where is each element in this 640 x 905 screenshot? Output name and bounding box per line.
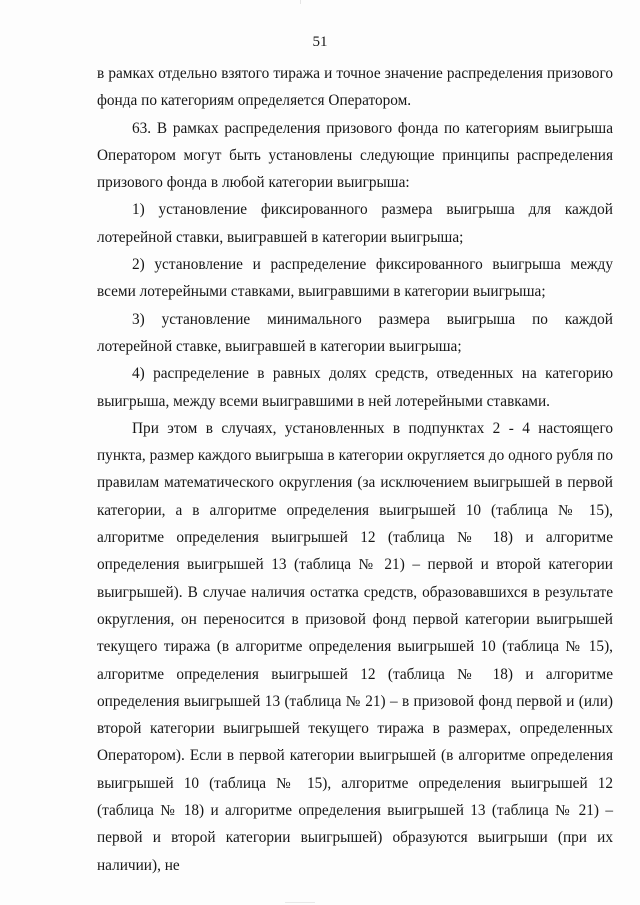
paragraph-item-63: 63. В рамках распределения призового фонда по категориям выигрыша Оператором могут быть установлены следующие принципы распределения призового фонда в любой категории выигрыша:	[97, 119, 613, 192]
scan-bottom-mark	[285, 902, 315, 903]
scan-edge-mark	[300, 0, 301, 4]
page-number: 51	[312, 34, 328, 50]
subitem-1: 1) установление фиксированного размера выигрыша для каждой лотерейной ставки, выигравшей в категории выигрыша;	[97, 201, 613, 246]
subitem-4: 4) распределение в равных долях средств, отведенных на категорию выигрыша, между всеми выигравшими в ней лотерейными ставками.	[97, 365, 613, 410]
paragraph-continuation: в рамках отдельно взятого тиража и точное значение распределения призового фонда по категориям определяется Оператором.	[97, 65, 613, 110]
document-body	[97, 60, 613, 879]
subitem-2: 2) установление и распределение фиксированного выигрыша между всеми лотерейными ставками, выигравшими в категории выигрыша;	[97, 256, 613, 301]
paragraph-rounding-rules: При этом в случаях, установленных в подпунктах 2 - 4 настоящего пункта, размер каждого выигрыша в категории округляется до одного рубля по правилам математического округления (за исключением выигрышей в первой категории, а в алгоритме определения выигрышей 10 (таблица № 15), алгоритме определения выигрышей 12 (таблица № 18) и алгоритме определения выигрышей 13 (таблица № 21) – первой и второй категории выигрышей). В случае наличия остатка средств, образовавшихся в результате округления, он переносится в призовой фонд первой категории выигрышей текущего тиража (в алгоритме определения выигрышей 10 (таблица № 15), алгоритме определения выигрышей 12 (таблица № 18) и алгоритме определения выигрышей 13 (таблица № 21) – в призовой фонд первой и (или) второй категории выигрышей текущего тиража в размерах, определенных Оператором). Если в первой категории выигрышей (в алгоритме определения выигрышей 10 (таблица № 15), алгоритме определения выигрышей 12 (таблица № 18) и алгоритме определения выигрышей 13 (таблица № 21) – первой и второй категории выигрышей) образуются выигрыши (при их наличии), не	[97, 419, 613, 874]
subitem-3: 3) установление минимального размера выигрыша по каждой лотерейной ставке, выигравшей в категории выигрыша;	[97, 310, 613, 355]
